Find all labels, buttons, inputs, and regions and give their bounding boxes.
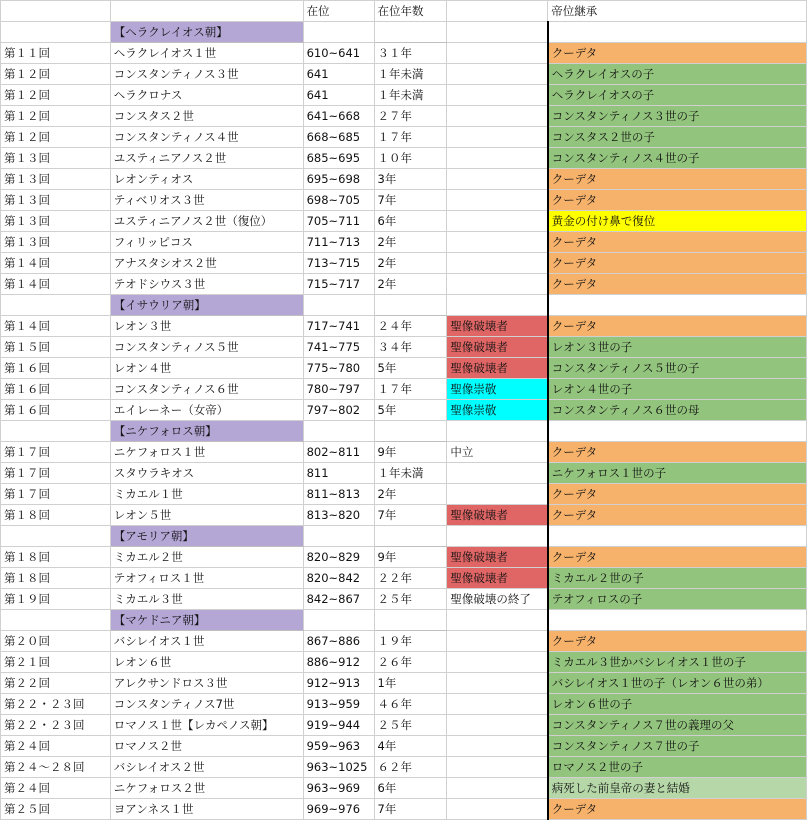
emperor-row — [1, 316, 807, 337]
name-cell[interactable]: ミカエル２世 — [110, 547, 303, 568]
years-cell[interactable]: １年未満 — [374, 463, 447, 484]
years-cell[interactable]: 2年 — [374, 484, 447, 505]
emperor-row — [1, 337, 807, 358]
dynasty-name-cell[interactable]: 【イサウリア朝】 — [110, 295, 303, 316]
emperor-row — [1, 736, 807, 757]
years-cell[interactable]: 6年 — [374, 778, 447, 799]
reign-cell[interactable]: 685~695 — [303, 148, 374, 169]
round-cell[interactable]: 第１３回 — [1, 169, 111, 190]
iconoclasm-cell[interactable]: 聖像破壊者 — [447, 316, 548, 337]
iconoclasm-cell[interactable] — [447, 463, 548, 484]
succession-cell[interactable]: ヘラクレイオスの子 — [548, 85, 807, 106]
years-cell[interactable]: 2年 — [374, 274, 447, 295]
round-cell[interactable]: 第２２回 — [1, 673, 111, 694]
header-round-cell[interactable] — [1, 1, 111, 22]
name-cell[interactable]: ミカエル３世 — [110, 589, 303, 610]
reign-cell[interactable]: 912~913 — [303, 673, 374, 694]
reign-cell[interactable]: 641 — [303, 85, 374, 106]
name-cell[interactable]: アナスタシオス２世 — [110, 253, 303, 274]
emperor-row — [1, 169, 807, 190]
succession-cell[interactable]: コンスタンティノス５世の子 — [548, 358, 807, 379]
emperor-row — [1, 505, 807, 526]
succession-cell[interactable]: ヘラクレイオスの子 — [548, 64, 807, 85]
round-cell[interactable] — [1, 295, 111, 316]
name-cell[interactable]: ミカエル１世 — [110, 484, 303, 505]
reign-cell[interactable]: 811 — [303, 463, 374, 484]
iconoclasm-cell[interactable] — [447, 85, 548, 106]
years-cell[interactable]: １９年 — [374, 631, 447, 652]
iconoclasm-cell[interactable] — [447, 715, 548, 736]
emperor-row — [1, 547, 807, 568]
succession-cell[interactable]: クーデタ — [548, 547, 807, 568]
succession-cell[interactable] — [548, 22, 807, 43]
reign-cell[interactable] — [303, 22, 374, 43]
round-cell[interactable]: 第１３回 — [1, 190, 111, 211]
dynasty-row — [1, 421, 807, 442]
years-cell[interactable]: １年未満 — [374, 64, 447, 85]
years-cell[interactable]: 2年 — [374, 232, 447, 253]
iconoclasm-cell[interactable]: 聖像破壊者 — [447, 547, 548, 568]
dynasty-row — [1, 295, 807, 316]
name-cell[interactable]: バシレイオス２世 — [110, 757, 303, 778]
emperor-row — [1, 148, 807, 169]
iconoclasm-cell[interactable] — [447, 253, 548, 274]
years-cell[interactable]: 4年 — [374, 736, 447, 757]
round-cell[interactable]: 第１８回 — [1, 568, 111, 589]
round-cell[interactable]: 第２１回 — [1, 652, 111, 673]
reign-cell[interactable]: 668~685 — [303, 127, 374, 148]
round-cell[interactable] — [1, 421, 111, 442]
name-cell[interactable]: コンスタンティノス３世 — [110, 64, 303, 85]
name-cell[interactable]: レオンティオス — [110, 169, 303, 190]
succession-cell[interactable] — [548, 421, 807, 442]
round-cell[interactable]: 第１１回 — [1, 43, 111, 64]
iconoclasm-cell[interactable] — [447, 631, 548, 652]
round-cell[interactable]: 第１８回 — [1, 547, 111, 568]
name-cell[interactable]: バシレイオス１世 — [110, 631, 303, 652]
reign-cell[interactable]: 698~705 — [303, 190, 374, 211]
dynasty-row — [1, 22, 807, 43]
emperor-row — [1, 757, 807, 778]
round-cell[interactable]: 第２４～２８回 — [1, 757, 111, 778]
iconoclasm-cell[interactable] — [447, 148, 548, 169]
round-cell[interactable]: 第２２・２３回 — [1, 694, 111, 715]
header-reign-cell[interactable]: 在位 — [303, 1, 374, 22]
reign-cell[interactable] — [303, 526, 374, 547]
header-icon-cell[interactable] — [447, 1, 548, 22]
emperor-row — [1, 64, 807, 85]
succession-cell[interactable]: ロマノス２世の子 — [548, 757, 807, 778]
years-cell[interactable]: ２５年 — [374, 715, 447, 736]
reign-cell[interactable]: 711~713 — [303, 232, 374, 253]
round-cell[interactable]: 第１２回 — [1, 85, 111, 106]
emperor-row — [1, 106, 807, 127]
name-cell[interactable]: レオン４世 — [110, 358, 303, 379]
succession-cell[interactable]: コンスタンティノス６世の母 — [548, 400, 807, 421]
iconoclasm-cell[interactable]: 聖像破壊者 — [447, 505, 548, 526]
header-row — [1, 1, 807, 22]
round-cell[interactable]: 第１７回 — [1, 463, 111, 484]
iconoclasm-cell[interactable]: 聖像破壊者 — [447, 568, 548, 589]
years-cell[interactable]: １０年 — [374, 148, 447, 169]
years-cell[interactable] — [374, 610, 447, 631]
round-cell[interactable]: 第１３回 — [1, 211, 111, 232]
emperor-row — [1, 673, 807, 694]
succession-cell[interactable]: クーデタ — [548, 442, 807, 463]
iconoclasm-cell[interactable] — [447, 778, 548, 799]
dynasty-name-cell[interactable]: 【マケドニア朝】 — [110, 610, 303, 631]
round-cell[interactable]: 第１９回 — [1, 589, 111, 610]
emperor-row — [1, 400, 807, 421]
dynasty-name-cell[interactable]: 【ヘラクレイオス朝】 — [110, 22, 303, 43]
round-cell[interactable]: 第１６回 — [1, 358, 111, 379]
round-cell[interactable] — [1, 526, 111, 547]
iconoclasm-cell[interactable] — [447, 694, 548, 715]
succession-cell[interactable]: コンスタンティノス７世の義理の父 — [548, 715, 807, 736]
name-cell[interactable]: テオフィロス１世 — [110, 568, 303, 589]
reign-cell[interactable]: 705~711 — [303, 211, 374, 232]
reign-cell[interactable]: 969~976 — [303, 799, 374, 820]
reign-cell[interactable]: 959~963 — [303, 736, 374, 757]
name-cell[interactable]: コンスタス２世 — [110, 106, 303, 127]
succession-cell[interactable]: 黄金の付け鼻で復位 — [548, 211, 807, 232]
name-cell[interactable]: ヨアンネス１世 — [110, 799, 303, 820]
iconoclasm-cell[interactable]: 聖像破壊の終了 — [447, 589, 548, 610]
reign-cell[interactable]: 963~969 — [303, 778, 374, 799]
icon-cell[interactable] — [447, 610, 548, 631]
dynasty-row — [1, 610, 807, 631]
emperor-row — [1, 127, 807, 148]
emperor-row — [1, 694, 807, 715]
succession-cell[interactable]: クーデタ — [548, 484, 807, 505]
years-cell[interactable]: １年未満 — [374, 85, 447, 106]
name-cell[interactable]: レオン３世 — [110, 316, 303, 337]
years-cell[interactable] — [374, 295, 447, 316]
emperor-row — [1, 799, 807, 820]
iconoclasm-cell[interactable]: 聖像破壊者 — [447, 337, 548, 358]
reign-cell[interactable]: 963~1025 — [303, 757, 374, 778]
iconoclasm-cell[interactable] — [447, 757, 548, 778]
succession-cell[interactable]: クーデタ — [548, 169, 807, 190]
iconoclasm-cell[interactable] — [447, 127, 548, 148]
round-cell[interactable]: 第１６回 — [1, 379, 111, 400]
succession-cell[interactable] — [548, 610, 807, 631]
iconoclasm-cell[interactable] — [447, 64, 548, 85]
emperor-row — [1, 778, 807, 799]
round-cell[interactable]: 第１４回 — [1, 253, 111, 274]
iconoclasm-cell[interactable] — [447, 190, 548, 211]
succession-cell[interactable]: テオフィロスの子 — [548, 589, 807, 610]
reign-cell[interactable]: 820~842 — [303, 568, 374, 589]
icon-cell[interactable] — [447, 421, 548, 442]
iconoclasm-cell[interactable]: 聖像崇敬 — [447, 400, 548, 421]
years-cell[interactable]: 9年 — [374, 547, 447, 568]
icon-cell[interactable] — [447, 22, 548, 43]
years-cell[interactable]: 6年 — [374, 211, 447, 232]
name-cell[interactable]: ヘラクロナス — [110, 85, 303, 106]
iconoclasm-cell[interactable] — [447, 43, 548, 64]
round-cell[interactable]: 第１７回 — [1, 442, 111, 463]
reign-cell[interactable]: 811~813 — [303, 484, 374, 505]
succession-cell[interactable]: ミカエル３世かバシレイオス１世の子 — [548, 652, 807, 673]
years-cell[interactable]: ６２年 — [374, 757, 447, 778]
reign-cell[interactable]: 641~668 — [303, 106, 374, 127]
succession-cell[interactable]: レオン３世の子 — [548, 337, 807, 358]
reign-cell[interactable]: 610~641 — [303, 43, 374, 64]
reign-cell[interactable]: 886~912 — [303, 652, 374, 673]
reign-cell[interactable]: 913~959 — [303, 694, 374, 715]
iconoclasm-cell[interactable]: 聖像崇敬 — [447, 379, 548, 400]
round-cell[interactable]: 第１３回 — [1, 148, 111, 169]
round-cell[interactable]: 第２０回 — [1, 631, 111, 652]
round-cell[interactable]: 第１４回 — [1, 274, 111, 295]
emperor-row — [1, 568, 807, 589]
years-cell[interactable]: 5年 — [374, 400, 447, 421]
reign-cell[interactable]: 867~886 — [303, 631, 374, 652]
reign-cell[interactable]: 797~802 — [303, 400, 374, 421]
iconoclasm-cell[interactable] — [447, 736, 548, 757]
years-cell[interactable]: 7年 — [374, 505, 447, 526]
icon-cell[interactable] — [447, 295, 548, 316]
round-cell[interactable]: 第１６回 — [1, 400, 111, 421]
succession-cell[interactable]: コンスタス２世の子 — [548, 127, 807, 148]
succession-cell[interactable]: クーデタ — [548, 316, 807, 337]
reign-cell[interactable]: 820~829 — [303, 547, 374, 568]
emperor-row — [1, 463, 807, 484]
name-cell[interactable]: コンスタンティノス６世 — [110, 379, 303, 400]
round-cell[interactable]: 第１５回 — [1, 337, 111, 358]
iconoclasm-cell[interactable] — [447, 106, 548, 127]
succession-cell[interactable]: クーデタ — [548, 253, 807, 274]
name-cell[interactable]: コンスタンティノス５世 — [110, 337, 303, 358]
emperor-row — [1, 274, 807, 295]
round-cell[interactable]: 第２４回 — [1, 736, 111, 757]
reign-cell[interactable]: 695~698 — [303, 169, 374, 190]
dynasty-row — [1, 526, 807, 547]
succession-cell[interactable]: クーデタ — [548, 190, 807, 211]
reign-cell[interactable]: 780~797 — [303, 379, 374, 400]
succession-cell[interactable]: クーデタ — [548, 799, 807, 820]
round-cell[interactable]: 第１３回 — [1, 232, 111, 253]
reign-cell[interactable]: 741~775 — [303, 337, 374, 358]
round-cell[interactable] — [1, 22, 111, 43]
emperor-row — [1, 253, 807, 274]
reign-cell[interactable]: 775~780 — [303, 358, 374, 379]
succession-cell[interactable]: コンスタンティノス３世の子 — [548, 106, 807, 127]
years-cell[interactable]: ３１年 — [374, 43, 447, 64]
years-cell[interactable]: 2年 — [374, 253, 447, 274]
emperor-row — [1, 652, 807, 673]
succession-cell[interactable]: クーデタ — [548, 505, 807, 526]
years-cell[interactable]: ３４年 — [374, 337, 447, 358]
reign-cell[interactable]: 802~811 — [303, 442, 374, 463]
reign-cell[interactable]: 713~715 — [303, 253, 374, 274]
years-cell[interactable]: ２６年 — [374, 652, 447, 673]
years-cell[interactable]: ２４年 — [374, 316, 447, 337]
emperor-row — [1, 232, 807, 253]
round-cell[interactable]: 第２５回 — [1, 799, 111, 820]
round-cell[interactable]: 第２４回 — [1, 778, 111, 799]
reign-cell[interactable]: 842~867 — [303, 589, 374, 610]
name-cell[interactable]: ユスティニアノス２世 — [110, 148, 303, 169]
name-cell[interactable]: スタウラキオス — [110, 463, 303, 484]
years-cell[interactable] — [374, 421, 447, 442]
succession-cell[interactable]: クーデタ — [548, 631, 807, 652]
emperor-row — [1, 211, 807, 232]
iconoclasm-cell[interactable] — [447, 673, 548, 694]
reign-cell[interactable]: 813~820 — [303, 505, 374, 526]
years-cell[interactable]: 7年 — [374, 799, 447, 820]
succession-cell[interactable] — [548, 526, 807, 547]
succession-cell[interactable] — [548, 295, 807, 316]
reign-cell[interactable] — [303, 421, 374, 442]
round-cell[interactable]: 第１４回 — [1, 316, 111, 337]
emperor-row — [1, 43, 807, 64]
round-cell[interactable]: 第２２・２３回 — [1, 715, 111, 736]
name-cell[interactable]: エイレーネー（女帝） — [110, 400, 303, 421]
reign-cell[interactable] — [303, 610, 374, 631]
iconoclasm-cell[interactable] — [447, 652, 548, 673]
succession-cell[interactable]: 病死した前皇帝の妻と結婚 — [548, 778, 807, 799]
iconoclasm-cell[interactable]: 中立 — [447, 442, 548, 463]
name-cell[interactable]: ヘラクレイオス１世 — [110, 43, 303, 64]
years-cell[interactable]: 7年 — [374, 190, 447, 211]
header-name-cell[interactable] — [110, 1, 303, 22]
years-cell[interactable]: １７年 — [374, 379, 447, 400]
iconoclasm-cell[interactable] — [447, 169, 548, 190]
reign-cell[interactable]: 641 — [303, 64, 374, 85]
succession-cell[interactable]: クーデタ — [548, 43, 807, 64]
round-cell[interactable]: 第１２回 — [1, 127, 111, 148]
succession-cell[interactable]: ニケフォロス１世の子 — [548, 463, 807, 484]
round-cell[interactable]: 第１２回 — [1, 106, 111, 127]
years-cell[interactable]: １７年 — [374, 127, 447, 148]
reign-cell[interactable]: 717~741 — [303, 316, 374, 337]
succession-cell[interactable]: レオン４世の子 — [548, 379, 807, 400]
name-cell[interactable]: テオドシウス３世 — [110, 274, 303, 295]
succession-cell[interactable]: コンスタンティノス７世の子 — [548, 736, 807, 757]
emperor-row — [1, 484, 807, 505]
iconoclasm-cell[interactable] — [447, 211, 548, 232]
reign-cell[interactable]: 715~717 — [303, 274, 374, 295]
name-cell[interactable]: ニケフォロス２世 — [110, 778, 303, 799]
succession-cell[interactable]: クーデタ — [548, 232, 807, 253]
name-cell[interactable]: ティベリオス３世 — [110, 190, 303, 211]
reign-cell[interactable] — [303, 295, 374, 316]
round-cell[interactable] — [1, 610, 111, 631]
succession-cell[interactable]: コンスタンティノス４世の子 — [548, 148, 807, 169]
years-cell[interactable] — [374, 526, 447, 547]
years-cell[interactable]: ４６年 — [374, 694, 447, 715]
years-cell[interactable]: ２７年 — [374, 106, 447, 127]
name-cell[interactable]: アレクサンドロス３世 — [110, 673, 303, 694]
dynasty-name-cell[interactable]: 【アモリア朝】 — [110, 526, 303, 547]
name-cell[interactable]: ユスティニアノス２世（復位） — [110, 211, 303, 232]
years-cell[interactable]: 3年 — [374, 169, 447, 190]
years-cell[interactable]: ２５年 — [374, 589, 447, 610]
header-succession-cell[interactable]: 帝位継承 — [548, 1, 807, 22]
emperor-row — [1, 631, 807, 652]
icon-cell[interactable] — [447, 526, 548, 547]
years-cell[interactable]: 5年 — [374, 358, 447, 379]
name-cell[interactable]: ニケフォロス１世 — [110, 442, 303, 463]
name-cell[interactable]: コンスタンティノス7世 — [110, 694, 303, 715]
iconoclasm-cell[interactable] — [447, 232, 548, 253]
years-cell[interactable]: 9年 — [374, 442, 447, 463]
round-cell[interactable]: 第１８回 — [1, 505, 111, 526]
name-cell[interactable]: レオン５世 — [110, 505, 303, 526]
years-cell[interactable]: 1年 — [374, 673, 447, 694]
dynasty-name-cell[interactable]: 【ニケフォロス朝】 — [110, 421, 303, 442]
succession-cell[interactable]: レオン６世の子 — [548, 694, 807, 715]
emperor-row — [1, 715, 807, 736]
iconoclasm-cell[interactable] — [447, 799, 548, 820]
emperor-row — [1, 190, 807, 211]
succession-cell[interactable]: ミカエル２世の子 — [548, 568, 807, 589]
header-years-cell[interactable]: 在位年数 — [374, 1, 447, 22]
reign-cell[interactable]: 919~944 — [303, 715, 374, 736]
succession-cell[interactable]: クーデタ — [548, 274, 807, 295]
name-cell[interactable]: コンスタンティノス４世 — [110, 127, 303, 148]
emperor-row — [1, 589, 807, 610]
years-cell[interactable] — [374, 22, 447, 43]
years-cell[interactable]: ２２年 — [374, 568, 447, 589]
round-cell[interactable]: 第１７回 — [1, 484, 111, 505]
name-cell[interactable]: ロマノス２世 — [110, 736, 303, 757]
name-cell[interactable]: レオン６世 — [110, 652, 303, 673]
succession-cell[interactable]: バシレイオス１世の子（レオン６世の弟） — [548, 673, 807, 694]
iconoclasm-cell[interactable]: 聖像破壊者 — [447, 358, 548, 379]
name-cell[interactable]: ロマノス１世【レカペノス朝】 — [110, 715, 303, 736]
emperor-row — [1, 85, 807, 106]
emperor-row — [1, 358, 807, 379]
emperor-row — [1, 379, 807, 400]
iconoclasm-cell[interactable] — [447, 484, 548, 505]
round-cell[interactable]: 第１２回 — [1, 64, 111, 85]
name-cell[interactable]: フィリッピコス — [110, 232, 303, 253]
emperor-row — [1, 442, 807, 463]
iconoclasm-cell[interactable] — [447, 274, 548, 295]
